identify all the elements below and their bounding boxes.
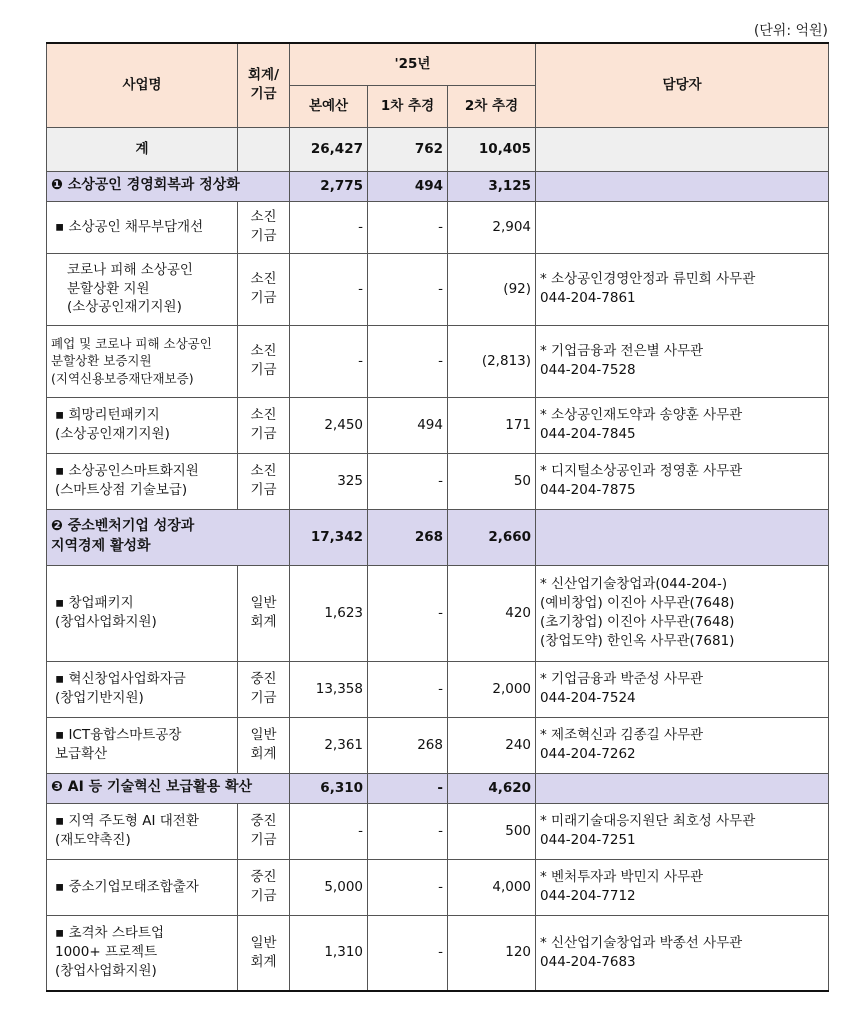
total-label: 계 — [47, 127, 238, 171]
table-row — [47, 717, 829, 773]
row-contact: * 신산업기술창업과(044-204-) (예비창업) 이진아 사무관(7648) (초기창업) 이진아 사무관(7648) (창업도약) 한인옥 사무관(7681) — [536, 565, 829, 661]
header-contact: 담당자 — [536, 43, 829, 127]
total-row — [47, 127, 829, 171]
row-main: - — [290, 201, 368, 253]
row-account: 소진 기금 — [238, 201, 290, 253]
row-second: 240 — [448, 717, 536, 773]
row-account: 일반 회계 — [238, 565, 290, 661]
header-first-supplementary: 1차 추경 — [368, 85, 448, 127]
row-second: 4,000 — [448, 859, 536, 915]
header-account: 회계/ 기금 — [238, 43, 290, 127]
row-name: ▪ 혁신창업사업화자금 (창업기반지원) — [47, 661, 238, 717]
row-contact: * 소상공인경영안정과 류민희 사무관 044-204-7861 — [536, 253, 829, 325]
row-name: ▪ 소상공인스마트화지원 (스마트상점 기술보급) — [47, 453, 238, 509]
table-row — [47, 661, 829, 717]
row-first: - — [368, 201, 448, 253]
row-account: 소진 기금 — [238, 453, 290, 509]
table-row — [47, 453, 829, 509]
row-main: - — [290, 253, 368, 325]
header-business-name: 사업명 — [47, 43, 238, 127]
row-main: - — [290, 325, 368, 397]
row-second: 2,904 — [448, 201, 536, 253]
row-account: 일반 회계 — [238, 915, 290, 991]
section-row — [47, 509, 829, 565]
row-second: 120 — [448, 915, 536, 991]
row-name: ▪ 창업패키지 (창업사업화지원) — [47, 565, 238, 661]
row-account: 소진 기금 — [238, 397, 290, 453]
table-row — [47, 397, 829, 453]
row-second: (92) — [448, 253, 536, 325]
section-main: 2,775 — [290, 171, 368, 201]
total-second: 10,405 — [448, 127, 536, 171]
row-main: 1,310 — [290, 915, 368, 991]
section-second: 4,620 — [448, 773, 536, 803]
row-account: 일반 회계 — [238, 717, 290, 773]
row-contact: * 벤처투자과 박민지 사무관 044-204-7712 — [536, 859, 829, 915]
header-second-supplementary: 2차 추경 — [448, 85, 536, 127]
table-row — [47, 803, 829, 859]
row-contact: * 신산업기술창업과 박종선 사무관 044-204-7683 — [536, 915, 829, 991]
section-row — [47, 773, 829, 803]
row-account: 소진 기금 — [238, 325, 290, 397]
row-main: - — [290, 803, 368, 859]
row-main: 1,623 — [290, 565, 368, 661]
row-contact: * 디지털소상공인과 정영훈 사무관 044-204-7875 — [536, 453, 829, 509]
section-second: 3,125 — [448, 171, 536, 201]
row-main: 2,361 — [290, 717, 368, 773]
section-name: ❷ 중소벤처기업 성장과 지역경제 활성화 — [47, 509, 290, 565]
section-row — [47, 171, 829, 201]
total-first: 762 — [368, 127, 448, 171]
section-first: 268 — [368, 509, 448, 565]
header-year: '25년 — [290, 43, 536, 85]
unit-label: (단위: 억원) — [753, 23, 828, 39]
section-main: 17,342 — [290, 509, 368, 565]
row-first: - — [368, 915, 448, 991]
row-second: 420 — [448, 565, 536, 661]
table-row — [47, 565, 829, 661]
row-name: 폐업 및 코로나 피해 소상공인 분할상환 보증지원 (지역신용보증재단재보증) — [47, 325, 238, 397]
budget-table — [46, 42, 829, 992]
section-second: 2,660 — [448, 509, 536, 565]
section-first: - — [368, 773, 448, 803]
row-second: (2,813) — [448, 325, 536, 397]
section-name: ❶ 소상공인 경영회복과 정상화 — [47, 171, 290, 201]
row-name: ▪ ICT융합스마트공장 보급확산 — [47, 717, 238, 773]
row-main: 5,000 — [290, 859, 368, 915]
row-first: - — [368, 325, 448, 397]
row-account: 중진 기금 — [238, 803, 290, 859]
row-first: - — [368, 453, 448, 509]
row-contact: * 소상공인재도약과 송양훈 사무관 044-204-7845 — [536, 397, 829, 453]
table-row — [47, 915, 829, 991]
row-first: - — [368, 661, 448, 717]
row-first: - — [368, 859, 448, 915]
row-name: 코로나 피해 소상공인 분할상환 지원 (소상공인재기지원) — [47, 253, 238, 325]
section-first: 494 — [368, 171, 448, 201]
row-contact: * 미래기술대응지원단 최호성 사무관 044-204-7251 — [536, 803, 829, 859]
row-second: 171 — [448, 397, 536, 453]
section-name: ❸ AI 등 기술혁신 보급활용 확산 — [47, 773, 290, 803]
section-main: 6,310 — [290, 773, 368, 803]
row-main: 2,450 — [290, 397, 368, 453]
row-first: 494 — [368, 397, 448, 453]
row-name: ▪ 희망리턴패키지 (소상공인재기지원) — [47, 397, 238, 453]
total-main: 26,427 — [290, 127, 368, 171]
row-second: 500 — [448, 803, 536, 859]
row-first: - — [368, 253, 448, 325]
row-account: 중진 기금 — [238, 661, 290, 717]
row-contact — [536, 201, 829, 253]
row-second: 50 — [448, 453, 536, 509]
row-main: 13,358 — [290, 661, 368, 717]
row-contact: * 제조혁신과 김종길 사무관 044-204-7262 — [536, 717, 829, 773]
table-row — [47, 201, 829, 253]
row-main: 325 — [290, 453, 368, 509]
row-name: ▪ 지역 주도형 AI 대전환 (재도약촉진) — [47, 803, 238, 859]
row-account: 소진 기금 — [238, 253, 290, 325]
row-first: - — [368, 565, 448, 661]
table-row — [47, 859, 829, 915]
header-main-budget: 본예산 — [290, 85, 368, 127]
row-name: ▪ 소상공인 채무부담개선 — [47, 201, 238, 253]
table-row — [47, 325, 829, 397]
row-name: ▪ 초격차 스타트업 1000+ 프로젝트 (창업사업화지원) — [47, 915, 238, 991]
row-second: 2,000 — [448, 661, 536, 717]
table-row — [47, 253, 829, 325]
row-contact: * 기업금융과 박준성 사무관 044-204-7524 — [536, 661, 829, 717]
row-contact: * 기업금융과 전은별 사무관 044-204-7528 — [536, 325, 829, 397]
row-first: - — [368, 803, 448, 859]
row-name: ▪ 중소기업모태조합출자 — [47, 859, 238, 915]
row-first: 268 — [368, 717, 448, 773]
row-account: 중진 기금 — [238, 859, 290, 915]
